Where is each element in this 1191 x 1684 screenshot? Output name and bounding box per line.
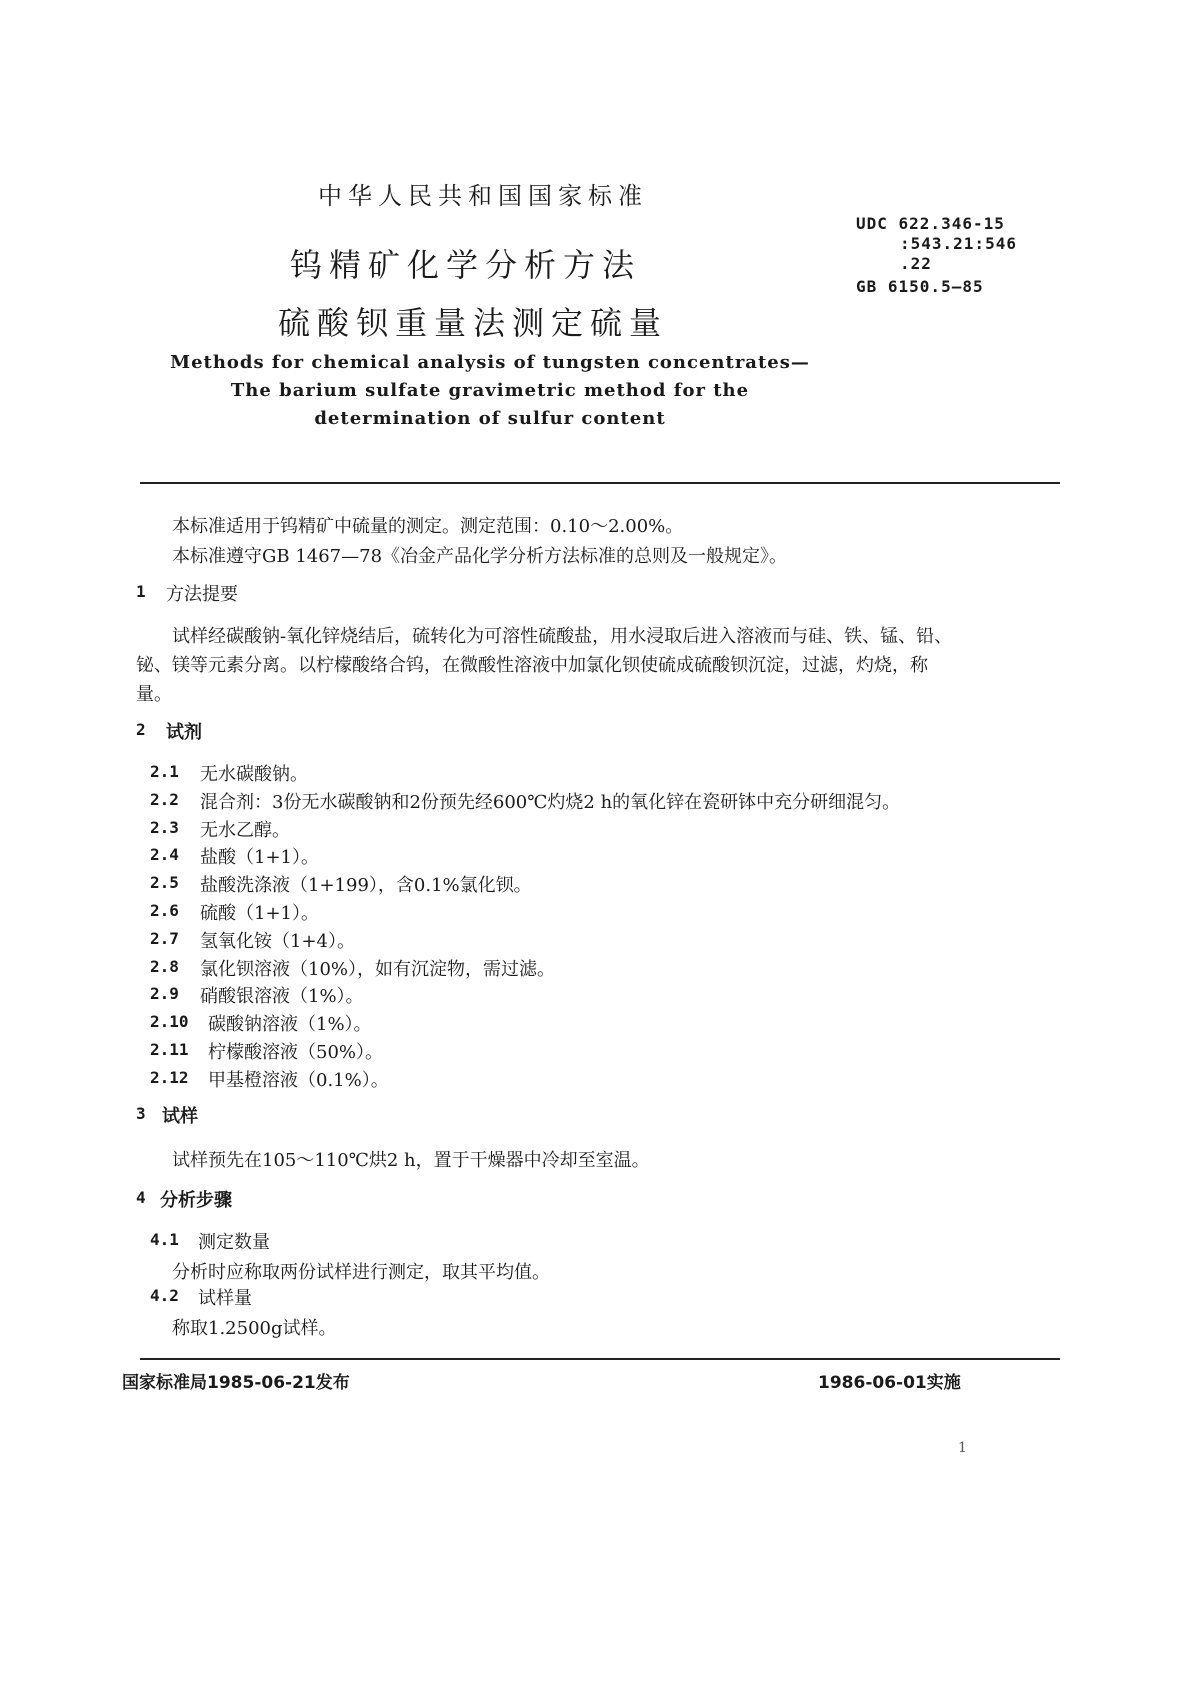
issue-date: 国家标准局1985-06-21发布	[122, 1373, 350, 1393]
reagent-text: 无水乙醇。	[200, 819, 290, 841]
reagent-text: 碳酸钠溶液（1%）。	[208, 1014, 372, 1036]
section-4-number: 4	[136, 1188, 146, 1207]
section-3-text: 试样预先在105～110℃烘2 h，置于干燥器中冷却至室温。	[172, 1150, 650, 1171]
reagent-text: 氯化钡溶液（10%），如有沉淀物，需过滤。	[200, 958, 556, 980]
document-title-line-1: 钨精矿化学分析方法	[290, 246, 642, 284]
reagent-number: 2.11	[150, 1040, 189, 1059]
section-1-title: 方法提要	[166, 584, 238, 605]
udc-code-line-1: UDC 622.346-15	[856, 214, 1005, 233]
reagent-number: 2.12	[150, 1067, 189, 1087]
reagent-number: 2.3	[150, 817, 179, 837]
reagent-number: 2.2	[150, 789, 179, 809]
reagent-text: 混合剂：3份无水碳酸钠和2份预先经600℃灼烧2 h的氧化锌在瓷研钵中充分研细混匀。	[200, 791, 901, 813]
effective-date: 1986-06-01实施	[818, 1373, 961, 1393]
english-title-line-3: determination of sulfur content	[314, 408, 666, 429]
section-3-title: 试样	[162, 1106, 198, 1127]
reagent-text: 无水碳酸钠。	[200, 764, 308, 785]
section-4-title: 分析步骤	[160, 1190, 232, 1211]
page-number: 1	[958, 1440, 967, 1456]
subsection-4-1-number: 4.1	[150, 1230, 179, 1249]
english-title-line-2: The barium sulfate gravimetric method for the	[230, 380, 750, 401]
english-title-line-1: Methods for chemical analysis of tungsten concentrates—	[170, 352, 810, 373]
udc-code-line-3: .22	[900, 254, 932, 273]
document-title-line-2: 硫酸钡重量法测定硫量	[278, 304, 669, 342]
reagent-text: 甲基橙溶液（0.1%）。	[208, 1069, 389, 1091]
section-1-number: 1	[136, 582, 146, 601]
header-divider	[140, 482, 1060, 484]
reagent-number: 2.5	[150, 873, 179, 893]
subsection-4-2-text: 称取1.2500g试样。	[172, 1318, 337, 1339]
reagent-number: 2.8	[150, 956, 179, 976]
section-1-text-line-3: 量。	[136, 684, 172, 705]
reagent-number: 2.9	[150, 984, 179, 1004]
country-standard-heading: 中华人民共和国国家标准	[318, 182, 648, 210]
subsection-4-2-title: 试样量	[198, 1288, 252, 1309]
reagent-number: 2.7	[150, 928, 179, 948]
reagent-number: 2.6	[150, 901, 179, 920]
section-2-number: 2	[136, 720, 146, 739]
section-1-text-line-1: 试样经碳酸钠-氧化锌烧结后，硫转化为可溶性硫酸盐，用水浸取后进入溶液而与硅、铁、锰、铅、	[172, 626, 953, 647]
udc-code-line-2: :543.21:546	[900, 234, 1017, 253]
intro-scope: 本标准适用于钨精矿中硫量的测定。测定范围：0.10～2.00%。	[172, 516, 684, 537]
reagent-text: 盐酸洗涤液（1+199），含0.1%氯化钡。	[200, 875, 532, 897]
reagent-number: 2.10	[150, 1012, 189, 1032]
section-3-number: 3	[136, 1104, 146, 1123]
reagent-number: 2.1	[150, 762, 179, 781]
section-2-title: 试剂	[166, 722, 202, 743]
subsection-4-1-text: 分析时应称取两份试样进行测定，取其平均值。	[172, 1262, 550, 1283]
section-1-text-line-2: 铋、镁等元素分离。以柠檬酸络合钨，在微酸性溶液中加氯化钡使硫成硫酸钡沉淀，过滤，灼烧，称	[136, 655, 928, 676]
reagent-text: 柠檬酸溶液（50%）。	[208, 1042, 384, 1063]
intro-compliance: 本标准遵守GB 1467—78《冶金产品化学分析方法标准的总则及一般规定》。	[172, 546, 788, 567]
reagent-text: 硝酸银溶液（1%）。	[200, 986, 364, 1008]
reagent-text: 氢氧化铵（1+4）。	[200, 930, 355, 952]
reagent-number: 2.4	[150, 845, 179, 865]
reagent-text: 盐酸（1+1）。	[200, 847, 319, 869]
footer-divider	[140, 1358, 1060, 1360]
subsection-4-1-title: 测定数量	[198, 1232, 270, 1253]
gb-code: GB 6150.5—85	[856, 277, 984, 296]
reagent-text: 硫酸（1+1）。	[200, 903, 319, 924]
subsection-4-2-number: 4.2	[150, 1286, 179, 1305]
